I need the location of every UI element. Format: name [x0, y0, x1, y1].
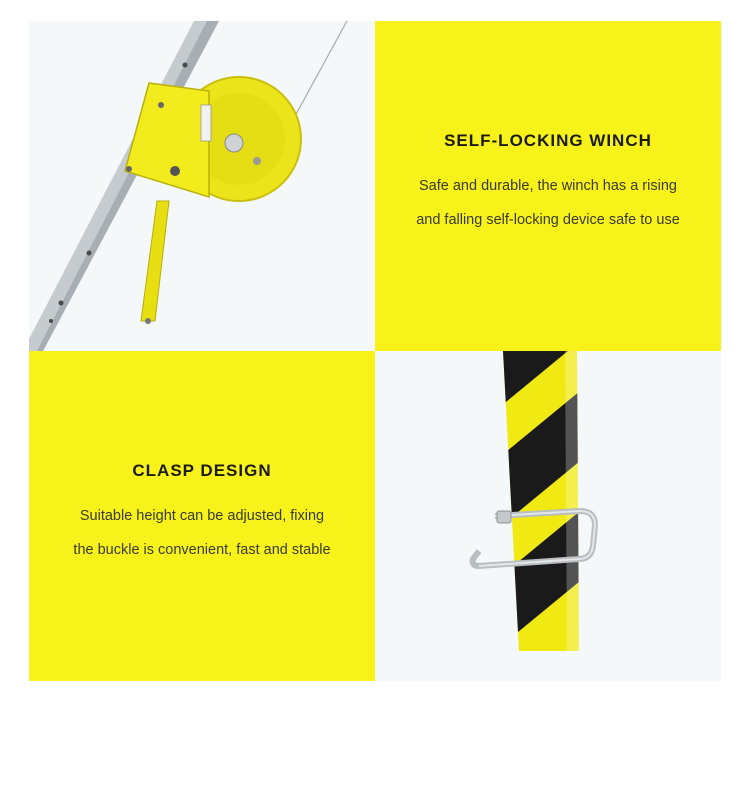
clasp-desc-line-1: Suitable height can be adjusted, fixing — [79, 508, 325, 524]
winch-feature-title: SELF-LOCKING WINCH — [444, 131, 652, 150]
clasp-desc-line-2: the buckle is convenient, fast and stable — [73, 542, 331, 558]
winch-illustration — [29, 21, 375, 351]
winch-desc-line-1: Safe and durable, the winch has a rising — [419, 178, 677, 194]
clasp-feature-title: CLASP DESIGN — [132, 461, 272, 480]
winch-desc-line-2: and falling self-locking device safe to use — [416, 212, 680, 228]
winch-photo — [29, 21, 375, 351]
clasp-feature-description — [73, 499, 330, 567]
clasp-photo — [375, 351, 721, 681]
clasp-feature-panel — [29, 351, 375, 681]
winch-feature-description — [416, 169, 680, 237]
clasp-illustration — [375, 351, 721, 681]
winch-feature-panel — [375, 21, 721, 351]
